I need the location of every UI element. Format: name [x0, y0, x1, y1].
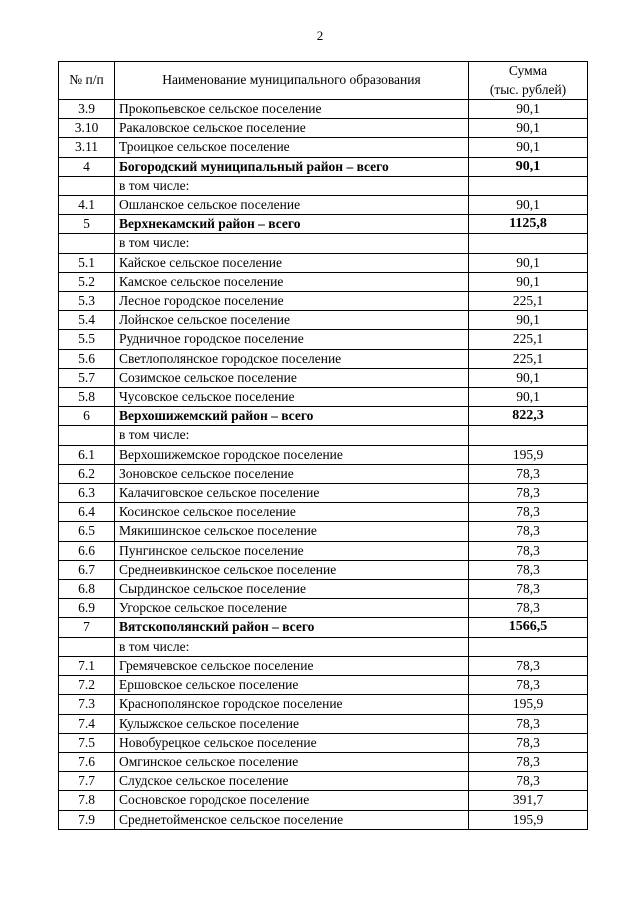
row-sum-cell: 90,1 — [469, 388, 588, 407]
row-number-cell: 7.7 — [59, 772, 115, 791]
table-row — [59, 541, 588, 560]
row-name-cell: Гремячевское сельское поселение — [115, 656, 469, 675]
table-row — [59, 311, 588, 330]
row-sum-cell: 1125,8 — [469, 215, 588, 234]
row-number-cell: 6.5 — [59, 522, 115, 541]
row-number-cell: 5.5 — [59, 330, 115, 349]
row-number-cell — [59, 426, 115, 445]
table-row — [59, 752, 588, 771]
row-number-cell: 7.1 — [59, 656, 115, 675]
row-name-cell: Ершовское сельское поселение — [115, 676, 469, 695]
table-row — [59, 560, 588, 579]
row-sum-cell: 78,3 — [469, 541, 588, 560]
row-number-cell: 5.2 — [59, 272, 115, 291]
row-sum-cell: 90,1 — [469, 100, 588, 119]
table-row — [59, 810, 588, 829]
row-name-cell: Пунгинское сельское поселение — [115, 541, 469, 560]
row-name-cell: Прокопьевское сельское поселение — [115, 100, 469, 119]
table-row — [59, 138, 588, 157]
row-name-cell: Косинское сельское поселение — [115, 503, 469, 522]
row-sum-cell: 78,3 — [469, 560, 588, 579]
row-number-cell: 7 — [59, 618, 115, 637]
row-name-cell: в том числе: — [115, 426, 469, 445]
row-number-cell — [59, 176, 115, 195]
table-row — [59, 484, 588, 503]
row-sum-cell: 78,3 — [469, 676, 588, 695]
row-sum-cell — [469, 176, 588, 195]
row-name-cell: Троицкое сельское поселение — [115, 138, 469, 157]
table-row — [59, 349, 588, 368]
row-number-cell: 6.2 — [59, 464, 115, 483]
row-sum-cell: 78,3 — [469, 656, 588, 675]
row-name-cell: Богородский муниципальный район – всего — [115, 157, 469, 176]
row-name-cell: Среднетойменское сельское поселение — [115, 810, 469, 829]
row-number-cell: 5.3 — [59, 292, 115, 311]
row-sum-cell: 90,1 — [469, 119, 588, 138]
table-row — [59, 464, 588, 483]
column-header-sum — [469, 62, 588, 100]
row-sum-cell: 78,3 — [469, 714, 588, 733]
row-name-cell: в том числе: — [115, 637, 469, 656]
table-row — [59, 656, 588, 675]
table-row-subheading — [59, 234, 588, 253]
table-row-subheading — [59, 176, 588, 195]
row-number-cell: 6.8 — [59, 580, 115, 599]
row-number-cell — [59, 637, 115, 656]
table-row-total — [59, 618, 588, 637]
row-name-cell: Верхошижемский район – всего — [115, 407, 469, 426]
row-name-cell: Мякишинское сельское поселение — [115, 522, 469, 541]
row-sum-cell: 225,1 — [469, 349, 588, 368]
row-sum-cell: 225,1 — [469, 330, 588, 349]
row-number-cell: 5.1 — [59, 253, 115, 272]
row-number-cell: 6 — [59, 407, 115, 426]
row-number-cell: 5 — [59, 215, 115, 234]
row-sum-cell: 90,1 — [469, 157, 588, 176]
row-sum-cell — [469, 234, 588, 253]
row-name-cell: Краснополянское городское поселение — [115, 695, 469, 714]
table-row — [59, 733, 588, 752]
row-number-cell: 7.9 — [59, 810, 115, 829]
row-sum-cell: 822,3 — [469, 407, 588, 426]
table-row — [59, 100, 588, 119]
row-name-cell: Угорское сельское поселение — [115, 599, 469, 618]
allocation-table — [58, 61, 588, 830]
table-row — [59, 445, 588, 464]
row-name-cell: Новобурецкое сельское поселение — [115, 733, 469, 752]
table-row — [59, 368, 588, 387]
table-row-total — [59, 157, 588, 176]
row-number-cell: 5.6 — [59, 349, 115, 368]
row-number-cell: 3.10 — [59, 119, 115, 138]
row-number-cell: 7.6 — [59, 752, 115, 771]
row-number-cell: 7.3 — [59, 695, 115, 714]
row-number-cell — [59, 234, 115, 253]
row-number-cell: 5.8 — [59, 388, 115, 407]
column-header-name: Наименование муниципального образования — [115, 62, 469, 100]
row-sum-cell: 195,9 — [469, 810, 588, 829]
row-sum-cell: 78,3 — [469, 464, 588, 483]
row-number-cell: 4 — [59, 157, 115, 176]
row-sum-cell: 78,3 — [469, 733, 588, 752]
row-name-cell: Верхнекамский район – всего — [115, 215, 469, 234]
row-sum-cell — [469, 637, 588, 656]
row-sum-cell: 391,7 — [469, 791, 588, 810]
table-row — [59, 330, 588, 349]
row-number-cell: 6.9 — [59, 599, 115, 618]
row-sum-cell — [469, 426, 588, 445]
row-name-cell: в том числе: — [115, 176, 469, 195]
table-row — [59, 580, 588, 599]
row-name-cell: Слудское сельское поселение — [115, 772, 469, 791]
row-number-cell: 7.8 — [59, 791, 115, 810]
column-header-number: № п/п — [59, 62, 115, 100]
row-name-cell: Вятскополянский район – всего — [115, 618, 469, 637]
table-row — [59, 791, 588, 810]
row-name-cell: Светлополянское городское поселение — [115, 349, 469, 368]
table-row — [59, 388, 588, 407]
row-number-cell: 7.2 — [59, 676, 115, 695]
row-name-cell: Верхошижемское городское поселение — [115, 445, 469, 464]
row-name-cell: Созимское сельское поселение — [115, 368, 469, 387]
column-header-sum-line1: Сумма — [508, 63, 548, 79]
row-name-cell: Омгинское сельское поселение — [115, 752, 469, 771]
row-name-cell: в том числе: — [115, 234, 469, 253]
table-row — [59, 695, 588, 714]
row-name-cell: Ошланское сельское поселение — [115, 196, 469, 215]
table-row-total — [59, 215, 588, 234]
row-number-cell: 6.4 — [59, 503, 115, 522]
row-sum-cell: 90,1 — [469, 253, 588, 272]
row-number-cell: 7.5 — [59, 733, 115, 752]
row-sum-cell: 90,1 — [469, 368, 588, 387]
row-number-cell: 5.7 — [59, 368, 115, 387]
row-sum-cell: 90,1 — [469, 272, 588, 291]
row-number-cell: 6.3 — [59, 484, 115, 503]
row-name-cell: Камское сельское поселение — [115, 272, 469, 291]
table-row-subheading — [59, 426, 588, 445]
table-row-subheading — [59, 637, 588, 656]
row-name-cell: Среднеивкинское сельское поселение — [115, 560, 469, 579]
row-number-cell: 5.4 — [59, 311, 115, 330]
row-name-cell: Лойнское сельское поселение — [115, 311, 469, 330]
row-sum-cell: 195,9 — [469, 445, 588, 464]
row-name-cell: Ракаловское сельское поселение — [115, 119, 469, 138]
table-row — [59, 272, 588, 291]
row-sum-cell: 195,9 — [469, 695, 588, 714]
table-row — [59, 522, 588, 541]
row-sum-cell: 90,1 — [469, 196, 588, 215]
row-number-cell: 3.9 — [59, 100, 115, 119]
row-sum-cell: 1566,5 — [469, 618, 588, 637]
table-header-row — [59, 62, 588, 100]
table-row — [59, 772, 588, 791]
table-row — [59, 119, 588, 138]
row-name-cell: Калачиговское сельское поселение — [115, 484, 469, 503]
row-sum-cell: 78,3 — [469, 503, 588, 522]
row-sum-cell: 78,3 — [469, 772, 588, 791]
row-sum-cell: 90,1 — [469, 138, 588, 157]
row-number-cell: 6.1 — [59, 445, 115, 464]
row-number-cell: 3.11 — [59, 138, 115, 157]
table-row — [59, 676, 588, 695]
row-number-cell: 6.6 — [59, 541, 115, 560]
row-number-cell: 7.4 — [59, 714, 115, 733]
row-number-cell: 6.7 — [59, 560, 115, 579]
table-row — [59, 503, 588, 522]
table-row — [59, 292, 588, 311]
row-name-cell: Кайское сельское поселение — [115, 253, 469, 272]
table-row — [59, 253, 588, 272]
row-sum-cell: 78,3 — [469, 484, 588, 503]
row-name-cell: Сырдинское сельское поселение — [115, 580, 469, 599]
row-name-cell: Сосновское городское поселение — [115, 791, 469, 810]
row-sum-cell: 78,3 — [469, 599, 588, 618]
table-row — [59, 196, 588, 215]
table-row — [59, 599, 588, 618]
row-sum-cell: 78,3 — [469, 522, 588, 541]
row-sum-cell: 78,3 — [469, 752, 588, 771]
table-row-total — [59, 407, 588, 426]
page-number: 2 — [316, 28, 324, 43]
row-name-cell: Зоновское сельское поселение — [115, 464, 469, 483]
row-sum-cell: 78,3 — [469, 580, 588, 599]
row-name-cell: Кулыжское сельское поселение — [115, 714, 469, 733]
table-row — [59, 714, 588, 733]
row-name-cell: Лесное городское поселение — [115, 292, 469, 311]
row-sum-cell: 90,1 — [469, 311, 588, 330]
column-header-sum-line2: (тыс. рублей) — [489, 81, 567, 97]
row-sum-cell: 225,1 — [469, 292, 588, 311]
table-body — [59, 100, 588, 830]
row-name-cell: Чусовское сельское поселение — [115, 388, 469, 407]
row-number-cell: 4.1 — [59, 196, 115, 215]
row-name-cell: Рудничное городское поселение — [115, 330, 469, 349]
